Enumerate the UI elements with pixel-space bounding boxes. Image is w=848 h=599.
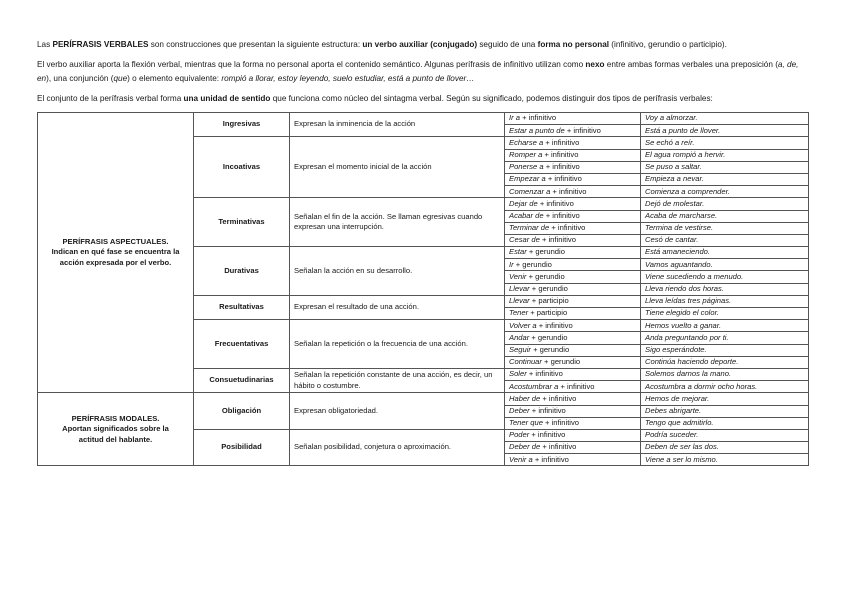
non-personal-form: + gerundio xyxy=(530,344,570,354)
non-personal-form: + gerundio xyxy=(541,357,581,367)
example-cell: El agua rompió a hervir. xyxy=(641,149,809,161)
group-name: Consuetudinarias xyxy=(194,368,290,392)
non-personal-form: + participio xyxy=(529,296,569,306)
group-name: Frecuentativas xyxy=(194,320,290,369)
document-page xyxy=(37,38,809,466)
example-cell: Vamos aguantando. xyxy=(641,259,809,271)
category-cell xyxy=(38,113,194,393)
auxiliary-verb: Continuar xyxy=(509,357,542,367)
structure-cell xyxy=(505,429,641,441)
structure-cell xyxy=(505,234,641,246)
non-personal-form: + infinitivo xyxy=(558,381,595,391)
example-cell: Podría suceder. xyxy=(641,429,809,441)
structure-cell xyxy=(505,137,641,149)
group-name: Obligación xyxy=(194,393,290,430)
example-cell: Hemos vuelto a ganar. xyxy=(641,320,809,332)
auxiliary-verb: Soler xyxy=(509,369,527,379)
auxiliary-verb: Empezar a xyxy=(509,174,546,184)
example-cell: Lleva leídas tres páginas. xyxy=(641,295,809,307)
auxiliary-verb: Llevar xyxy=(509,284,530,294)
example-cell: Voy a almorzar. xyxy=(641,113,809,125)
auxiliary-verb: Acostumbrar a xyxy=(509,381,559,391)
structure-cell xyxy=(505,393,641,405)
structure-cell xyxy=(505,320,641,332)
auxiliary-verb: Seguir xyxy=(509,344,531,354)
intro-paragraph-1: Las PERÍFRASIS VERBALES son construcciones que presentan la siguiente estructura: un verbo auxiliar (conjugado) seguido de una forma no personal (infinitivo, gerundio o participio). xyxy=(37,40,727,49)
table-row xyxy=(38,113,809,125)
non-personal-form: + infinitivo xyxy=(536,320,573,330)
structure-cell xyxy=(505,149,641,161)
group-description: Expresan la inminencia de la acción xyxy=(290,113,505,137)
example-cell: Empieza a nevar. xyxy=(641,173,809,185)
auxiliary-verb: Terminar de xyxy=(509,223,550,233)
group-name: Posibilidad xyxy=(194,429,290,466)
auxiliary-verb: Romper a xyxy=(509,149,543,159)
structure-cell xyxy=(505,283,641,295)
structure-cell xyxy=(505,332,641,344)
example-cell: Termina de vestirse. xyxy=(641,222,809,234)
structure-cell xyxy=(505,368,641,380)
non-personal-form: + infinitivo xyxy=(543,162,580,172)
structure-cell xyxy=(505,271,641,283)
group-description: Expresan el resultado de una acción. xyxy=(290,295,505,319)
group-description: Señalan la acción en su desarrollo. xyxy=(290,247,505,296)
non-personal-form: + infinitivo xyxy=(540,442,577,452)
non-personal-form: + infinitivo xyxy=(564,125,601,135)
intro-paragraph-3: El conjunto de la perífrasis verbal forma una unidad de sentido que funciona como núcleo del sintagma verbal. Según su significado, podemos distinguir dos tipos de perífrasis verbales: xyxy=(37,94,713,103)
structure-cell xyxy=(505,308,641,320)
group-description: Señalan el fin de la acción. Se llaman egresivas cuando expresan una interrupción. xyxy=(290,198,505,247)
non-personal-form: + infinitivo xyxy=(542,149,579,159)
non-personal-form: + infinitivo xyxy=(549,223,586,233)
auxiliary-verb: Estar a punto de xyxy=(509,125,565,135)
group-name: Terminativas xyxy=(194,198,290,247)
non-personal-form: + infinitivo xyxy=(537,198,574,208)
group-description: Expresan obligatoriedad. xyxy=(290,393,505,430)
group-description: Señalan la repetición o la frecuencia de una acción. xyxy=(290,320,505,369)
example-cell: Acaba de marcharse. xyxy=(641,210,809,222)
structure-cell xyxy=(505,405,641,417)
example-cell: Se puso a saltar. xyxy=(641,161,809,173)
non-personal-form: + gerundio xyxy=(529,284,568,294)
example-cell: Acostumbra a dormir ocho horas. xyxy=(641,381,809,393)
structure-cell xyxy=(505,173,641,185)
auxiliary-verb: Tener que xyxy=(509,418,543,428)
auxiliary-verb: Poder xyxy=(509,430,530,440)
non-personal-form: + gerundio xyxy=(526,247,565,257)
non-personal-form: + infinitivo xyxy=(543,210,580,220)
group-name: Resultativas xyxy=(194,295,290,319)
group-name: Ingresivas xyxy=(194,113,290,137)
auxiliary-verb: Deber xyxy=(509,405,530,415)
category-title: PERÍFRASIS ASPECTUALES. xyxy=(62,237,169,247)
intro-paragraph-2: El verbo auxiliar aporta la flexión verbal, mientras que la forma no personal aporta el contenido semántico. Algunas perífrasis de infinitivo utilizan como nexo entre ambas formas verbales una preposición (a, de, en), una conjunción (que) o elemento equivalente: rompió a llorar, estoy leyendo, suelo estudiar, está a punto de llover… xyxy=(37,60,799,83)
non-personal-form: + gerundio xyxy=(526,271,565,281)
example-cell: Debes abrigarte. xyxy=(641,405,809,417)
structure-cell xyxy=(505,417,641,429)
structure-cell xyxy=(505,344,641,356)
structure-cell xyxy=(505,186,641,198)
auxiliary-verb: Acabar de xyxy=(509,210,544,220)
structure-cell xyxy=(505,259,641,271)
non-personal-form: + infinitivo xyxy=(540,393,577,403)
example-cell: Se echó a reír. xyxy=(641,137,809,149)
auxiliary-verb: Haber de xyxy=(509,393,541,403)
non-personal-form: + infinitivo xyxy=(539,235,576,245)
example-cell: Viene sucediendo a menudo. xyxy=(641,271,809,283)
example-cell: Dejó de molestar. xyxy=(641,198,809,210)
group-name: Incoativas xyxy=(194,137,290,198)
example-cell: Deben de ser las dos. xyxy=(641,442,809,454)
auxiliary-verb: Echarse a xyxy=(509,137,544,147)
group-description: Expresan el momento inicial de la acción xyxy=(290,137,505,198)
auxiliary-verb: Ir xyxy=(509,259,514,269)
auxiliary-verb: Venir a xyxy=(509,454,533,464)
structure-cell xyxy=(505,161,641,173)
auxiliary-verb: Ponerse a xyxy=(509,162,544,172)
category-subtitle: Indican en qué fase se encuentra la acción expresada por el verbo. xyxy=(51,247,180,267)
structure-cell xyxy=(505,442,641,454)
structure-cell xyxy=(505,222,641,234)
non-personal-form: + infinitivo xyxy=(529,430,566,440)
structure-cell xyxy=(505,454,641,466)
group-description: Señalan la repetición constante de una acción, es decir, un hábito o costumbre. xyxy=(290,368,505,392)
non-personal-form: + infinitivo xyxy=(526,369,563,379)
auxiliary-verb: Cesar de xyxy=(509,235,540,245)
category-subtitle: Aportan significados sobre la actitud del hablante. xyxy=(62,424,169,444)
example-cell: Hemos de mejorar. xyxy=(641,393,809,405)
non-personal-form: + gerundio xyxy=(513,259,552,269)
example-cell: Sigo esperándote. xyxy=(641,344,809,356)
auxiliary-verb: Venir xyxy=(509,271,527,281)
structure-cell xyxy=(505,295,641,307)
structure-cell xyxy=(505,381,641,393)
non-personal-form: + infinitivo xyxy=(532,454,569,464)
non-personal-form: + gerundio xyxy=(529,332,568,342)
periphrasis-table xyxy=(37,112,809,466)
example-cell: Está a punto de llover. xyxy=(641,125,809,137)
example-cell: Solemos darnos la mano. xyxy=(641,368,809,380)
example-cell: Cesó de cantar. xyxy=(641,234,809,246)
example-cell: Tiene elegido el color. xyxy=(641,308,809,320)
non-personal-form: + infinitivo xyxy=(542,418,580,428)
auxiliary-verb: Tener xyxy=(509,308,529,318)
example-cell: Tengo que admitirlo. xyxy=(641,417,809,429)
auxiliary-verb: Comenzar a xyxy=(509,186,551,196)
auxiliary-verb: Volver a xyxy=(509,320,537,330)
example-cell: Está amaneciendo. xyxy=(641,247,809,259)
category-cell xyxy=(38,393,194,466)
non-personal-form: + infinitivo xyxy=(545,174,582,184)
auxiliary-verb: Llevar xyxy=(509,296,530,306)
example-cell: Lleva riendo dos horas. xyxy=(641,283,809,295)
auxiliary-verb: Estar xyxy=(509,247,527,257)
non-personal-form: + infinitivo xyxy=(543,137,580,147)
group-name: Durativas xyxy=(194,247,290,296)
example-cell: Anda preguntando por ti. xyxy=(641,332,809,344)
structure-cell xyxy=(505,356,641,368)
structure-cell xyxy=(505,125,641,137)
example-cell: Continúa haciendo deporte. xyxy=(641,356,809,368)
example-cell: Comienza a comprender. xyxy=(641,186,809,198)
structure-cell xyxy=(505,247,641,259)
non-personal-form: + infinitivo xyxy=(519,113,557,123)
non-personal-form: + infinitivo xyxy=(550,186,587,196)
structure-cell xyxy=(505,113,641,125)
structure-cell xyxy=(505,198,641,210)
example-cell: Viene a ser lo mismo. xyxy=(641,454,809,466)
auxiliary-verb: Andar xyxy=(509,332,530,342)
auxiliary-verb: Ir a xyxy=(509,113,520,123)
auxiliary-verb: Deber de xyxy=(509,442,541,452)
non-personal-form: + infinitivo xyxy=(529,405,566,415)
category-title: PERÍFRASIS MODALES. xyxy=(71,413,160,423)
non-personal-form: + participio xyxy=(528,308,568,318)
group-description: Señalan posibilidad, conjetura o aproximación. xyxy=(290,429,505,466)
auxiliary-verb: Dejar de xyxy=(509,198,538,208)
structure-cell xyxy=(505,210,641,222)
table-row xyxy=(38,393,809,405)
